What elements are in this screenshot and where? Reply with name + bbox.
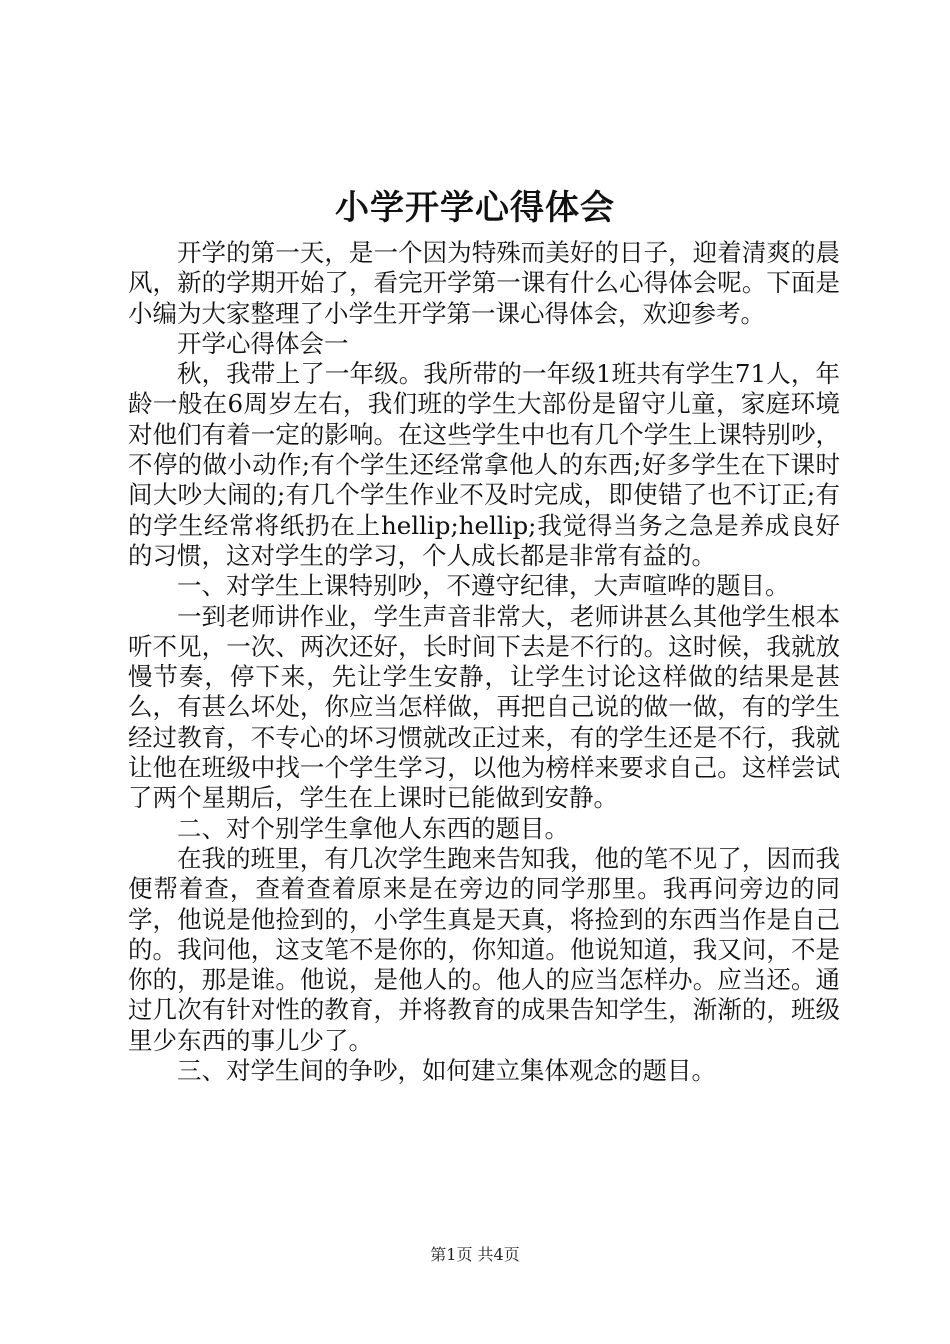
heading-noise-problem: 一、对学生上课特别吵，不遵守纪律，大声喧哗的题目。 xyxy=(177,571,790,601)
section-heading-one: 开学心得体会一 xyxy=(177,328,349,358)
heading-quarrel-problem: 三、对学生间的争吵，如何建立集体观念的题目。 xyxy=(177,1056,716,1086)
page-footer: 第1页 共4页 xyxy=(430,1245,520,1264)
heading-taking-things-problem: 二、对个别学生拿他人东西的题目。 xyxy=(177,813,569,843)
paragraph-intro: 开学的第一天，是一个因为特殊而美好的日子，迎着清爽的晨风，新的学期开始了，看完开学第一课有什么心得体会呢。下面是小编为大家整理了小学生开学第一课心得体会，欢迎参考。 xyxy=(128,238,840,328)
document-title: 小学开学心得体会 xyxy=(335,188,615,228)
paragraph-noise-solution: 一到老师讲作业，学生声音非常大，老师讲甚么其他学生根本听不见，一次、两次还好，长时间下去是不行的。这时候，我就放慢节奏，停下来，先让学生安静，让学生讨论这样做的结果是甚么，有甚么坏处，你应当怎样做，再把自己说的做一做，有的学生经过教育，不专心的坏习惯就改正过来，有的学生还是不行，我就让他在班级中找一个学生学习，以他为榜样来要求自己。这样尝试了两个星期后，学生在上课时已能做到安静。 xyxy=(128,601,840,813)
paragraph-taking-things-solution: 在我的班里，有几次学生跑来告知我，他的笔不见了，因而我便帮着查，查着查着原来是在旁边的同学那里。我再问旁边的同学，他说是他捡到的，小学生真是天真，将捡到的东西当作是自己的。我问他，这支笔不是你的，你知道。他说知道，我又问，不是你的，那是谁。他说，是他人的。他人的应当怎样办。应当还。通过几次有针对性的教育，并将教育的成果告知学生，渐渐的，班级里少东西的事儿少了。 xyxy=(128,843,840,1055)
document-body xyxy=(128,238,840,1086)
paragraph-class-overview: 秋，我带上了一年级。我所带的一年级1班共有学生71人，年龄一般在6周岁左右，我们班的学生大部份是留守儿童，家庭环境对他们有着一定的影响。在这些学生中也有几个学生上课特别吵，不停的做小动作;有个学生还经常拿他人的东西;好多学生在下课时间大吵大闹的;有几个学生作业不及时完成，即使错了也不订正;有的学生经常将纸扔在上hellip;hellip;我觉得当务之急是养成良好的习惯，这对学生的学习，个人成长都是非常有益的。 xyxy=(128,359,840,570)
